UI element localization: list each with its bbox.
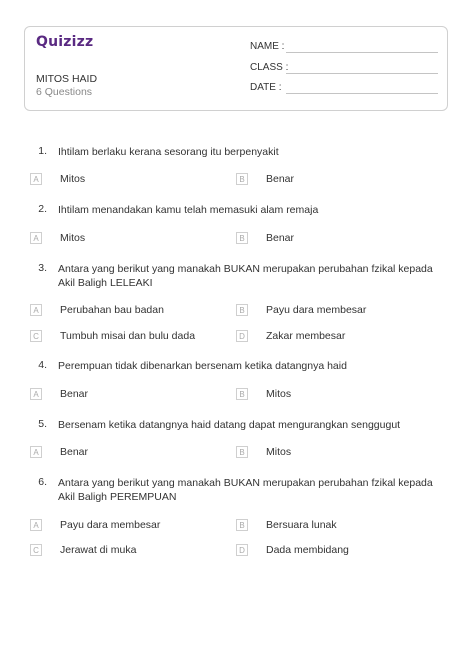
- question-number: 1.: [38, 145, 47, 157]
- date-label: DATE :: [250, 82, 282, 93]
- option-letter-box: A: [30, 446, 42, 458]
- option-text: Benar: [60, 446, 89, 458]
- worksheet-title: MITOS HAID: [36, 73, 98, 85]
- option-text: Benar: [60, 388, 89, 400]
- question-number: 4.: [38, 359, 47, 371]
- option-text: Payu dara membesar: [266, 304, 367, 316]
- option-letter-box: B: [236, 519, 248, 531]
- question-number: 5.: [38, 418, 47, 430]
- option-letter-box: C: [30, 330, 42, 342]
- question-count: 6 Questions: [36, 86, 93, 98]
- option-letter-box: A: [30, 388, 42, 400]
- option-letter-box: C: [30, 544, 42, 556]
- option-letter-box: D: [236, 330, 248, 342]
- option-text: Mitos: [266, 446, 292, 458]
- question-number: 6.: [38, 476, 47, 488]
- option-letter-box: B: [236, 304, 248, 316]
- question-number: 3.: [38, 262, 47, 274]
- name-field[interactable]: [286, 52, 438, 53]
- quizizz-logo: Quizizz: [36, 34, 94, 50]
- option-letter-box: A: [30, 519, 42, 531]
- option-letter-box: D: [236, 544, 248, 556]
- option-text: Mitos: [266, 388, 292, 400]
- question-text: Antara yang berikut yang manakah BUKAN merupakan perubahan fzikal kepada Akil Baligh PEREMPUAN: [58, 477, 433, 503]
- option-text: Tumbuh misai dan bulu dada: [60, 330, 196, 342]
- option-text: Bersuara lunak: [266, 519, 337, 531]
- option-text: Mitos: [60, 232, 86, 244]
- class-label: CLASS :: [250, 62, 289, 73]
- class-field[interactable]: [286, 73, 438, 74]
- option-text: Payu dara membesar: [60, 519, 161, 531]
- date-field[interactable]: [286, 93, 438, 94]
- option-text: Jerawat di muka: [60, 544, 137, 556]
- option-text: Zakar membesar: [266, 330, 346, 342]
- name-label: NAME :: [250, 41, 285, 52]
- option-letter-box: A: [30, 173, 42, 185]
- option-letter-box: A: [30, 232, 42, 244]
- question-text: Ihtilam berlaku kerana sesorang itu berpenyakit: [58, 146, 279, 158]
- option-letter-box: B: [236, 173, 248, 185]
- question-text: Perempuan tidak dibenarkan bersenam ketika datangnya haid: [58, 360, 347, 372]
- question-text: Ihtilam menandakan kamu telah memasuki alam remaja: [58, 204, 319, 216]
- question-number: 2.: [38, 203, 47, 215]
- option-text: Benar: [266, 173, 295, 185]
- option-text: Dada membidang: [266, 544, 349, 556]
- option-letter-box: B: [236, 232, 248, 244]
- question-text: Bersenam ketika datangnya haid datang dapat mengurangkan senggugut: [58, 419, 401, 431]
- option-letter-box: A: [30, 304, 42, 316]
- option-text: Mitos: [60, 173, 86, 185]
- question-text: Antara yang berikut yang manakah BUKAN merupakan perubahan fzikal kepada Akil Baligh LELEAKI: [58, 263, 433, 289]
- option-text: Benar: [266, 232, 295, 244]
- option-letter-box: B: [236, 446, 248, 458]
- option-text: Perubahan bau badan: [60, 304, 164, 316]
- option-letter-box: B: [236, 388, 248, 400]
